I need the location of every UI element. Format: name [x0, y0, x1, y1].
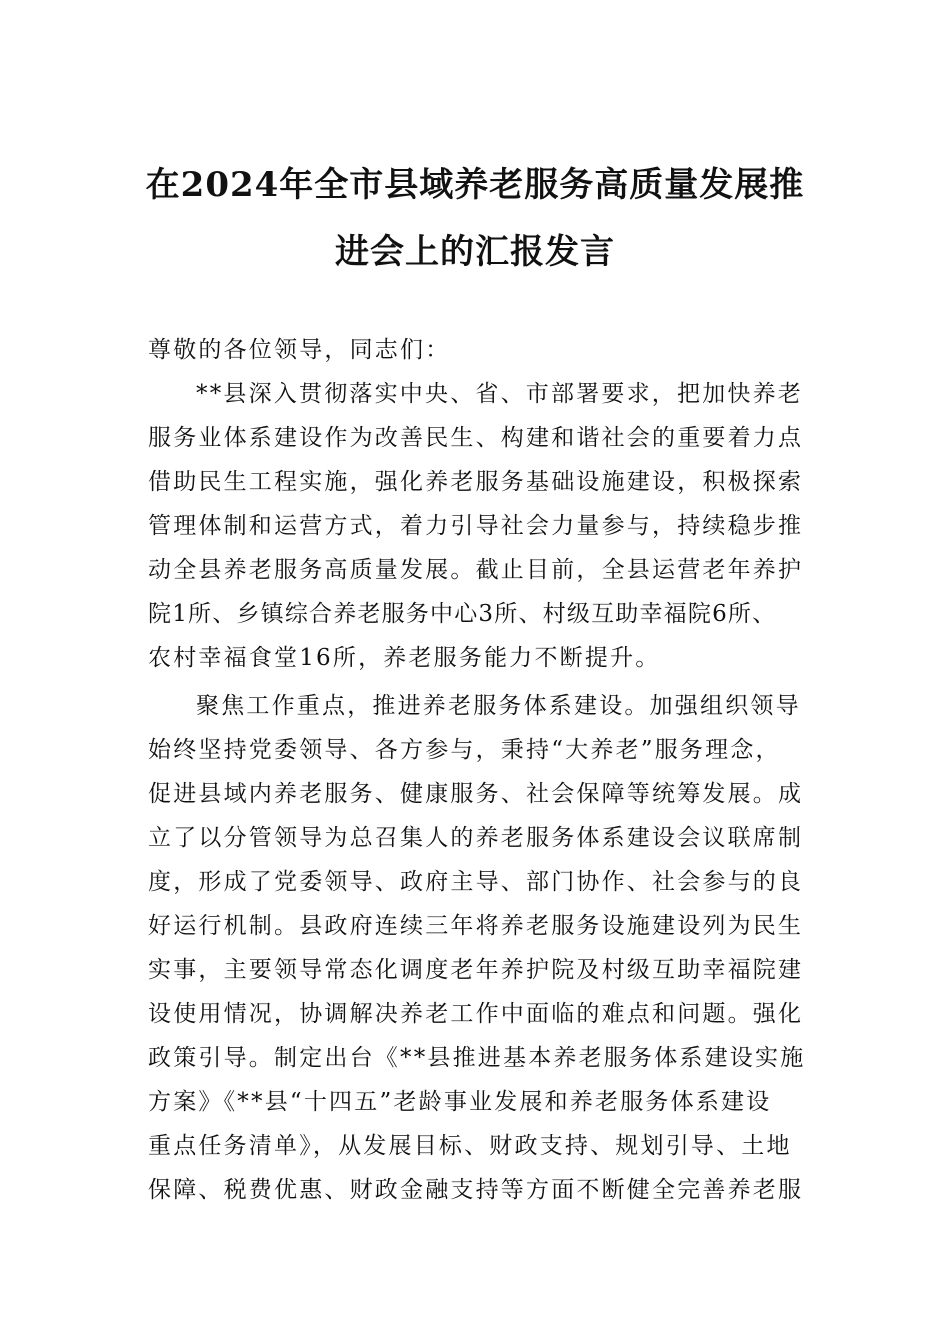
paragraph-2-line-5: 度，形成了党委领导、政府主导、部门协作、社会参与的良	[148, 869, 804, 895]
paragraph-1-line-3: 借助民生工程实施，强化养老服务基础设施建设，积极探索	[148, 469, 804, 495]
paragraph-1-line-6: 院1所、乡镇综合养老服务中心3所、村级互助幸福院6所、	[148, 601, 777, 627]
paragraph-2-line-9: 政策引导。制定出台《**县推进基本养老服务体系建设实施	[148, 1045, 806, 1071]
paragraph-2-line-7: 实事，主要领导常态化调度老年养护院及村级互助幸福院建	[148, 957, 804, 983]
paragraph-2-line-1: 聚焦工作重点，推进养老服务体系建设。加强组织领导	[196, 693, 801, 719]
paragraph-2-line-10: 方案》《**县“十四五”老龄事业发展和养老服务体系建设	[148, 1089, 772, 1115]
paragraph-2-line-3: 促进县域内养老服务、健康服务、社会保障等统筹发展。成	[148, 781, 804, 807]
salutation: 尊敬的各位领导，同志们：	[148, 337, 451, 363]
document-title-line-2: 进会上的汇报发言	[335, 232, 615, 272]
paragraph-2-line-8: 设使用情况，协调解决养老工作中面临的难点和问题。强化	[148, 1001, 804, 1027]
paragraph-1-line-4: 管理体制和运营方式，着力引导社会力量参与，持续稳步推	[148, 513, 804, 539]
paragraph-1-line-7: 农村幸福食堂16所，养老服务能力不断提升。	[148, 645, 661, 671]
paragraph-2-line-11: 重点任务清单》，从发展目标、财政支持、规划引导、土地	[148, 1133, 792, 1159]
paragraph-2-line-6: 好运行机制。县政府连续三年将养老服务设施建设列为民生	[148, 913, 804, 939]
paragraph-1-line-1: **县深入贯彻落实中央、省、市部署要求，把加快养老	[196, 381, 803, 407]
paragraph-1-line-5: 动全县养老服务高质量发展。截止目前，全县运营老年养护	[148, 557, 804, 583]
paragraph-2-line-12: 保障、税费优惠、财政金融支持等方面不断健全完善养老服	[148, 1177, 804, 1203]
paragraph-2-line-2: 始终坚持党委领导、各方参与，秉持“大养老”服务理念，	[148, 737, 781, 763]
document-title-line-1: 在2024年全市县域养老服务高质量发展推	[145, 165, 805, 205]
paragraph-1-line-2: 服务业体系建设作为改善民生、构建和谐社会的重要着力点	[148, 425, 804, 451]
paragraph-2-line-4: 立了以分管领导为总召集人的养老服务体系建设会议联席制	[148, 825, 804, 851]
